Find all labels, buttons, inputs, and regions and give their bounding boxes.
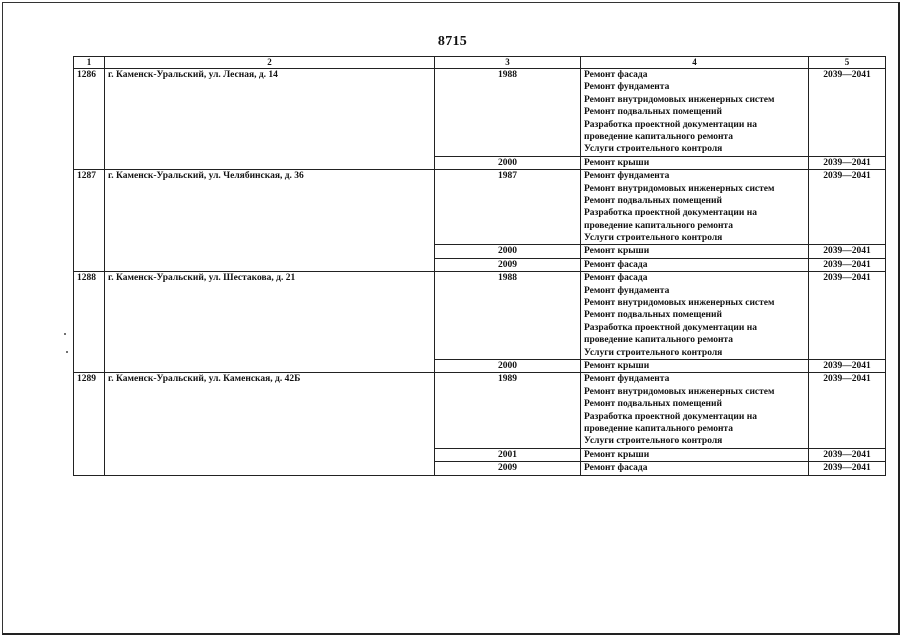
column-header: 4 <box>581 57 809 69</box>
repair-period: 2039—2041 <box>809 156 886 169</box>
build-year: 1987 <box>435 170 581 245</box>
works-list <box>581 272 809 360</box>
work-item: Ремонт крыши <box>584 449 650 460</box>
page-number: 8715 <box>437 34 468 49</box>
work-item: проведение капитального ремонта <box>584 131 733 142</box>
works-list <box>581 258 809 271</box>
repair-period: 2039—2041 <box>809 258 886 271</box>
work-item: Ремонт крыши <box>584 157 650 168</box>
repair-period: 2039—2041 <box>809 448 886 461</box>
works-list <box>581 245 809 258</box>
table-body <box>74 69 886 476</box>
work-item: Услуги строительного контроля <box>584 347 723 358</box>
work-item: Ремонт крыши <box>584 246 650 257</box>
table-row <box>74 373 886 448</box>
work-item: Ремонт фундамента <box>584 285 670 296</box>
build-year: 2000 <box>435 359 581 372</box>
work-item: Услуги строительного контроля <box>584 233 723 244</box>
build-year: 1989 <box>435 373 581 448</box>
column-header: 1 <box>74 57 105 69</box>
repair-period: 2039—2041 <box>809 373 886 448</box>
record-number: 1286 <box>74 69 105 170</box>
work-item: Ремонт подвальных помещений <box>584 107 722 118</box>
work-item: Услуги строительного контроля <box>584 436 723 447</box>
work-item: Ремонт подвальных помещений <box>584 399 722 410</box>
repair-period: 2039—2041 <box>809 359 886 372</box>
build-year: 1988 <box>435 272 581 360</box>
scan-speck <box>64 333 66 335</box>
column-header: 3 <box>435 57 581 69</box>
header-row <box>74 57 886 69</box>
works-list <box>581 170 809 245</box>
build-year: 2009 <box>435 258 581 271</box>
work-item: проведение капитального ремонта <box>584 220 733 231</box>
work-item: Ремонт подвальных помещений <box>584 310 722 321</box>
build-year: 2009 <box>435 462 581 475</box>
work-item: Ремонт фасада <box>584 273 648 284</box>
work-item: Ремонт фасада <box>584 463 648 474</box>
work-item: Ремонт фундамента <box>584 374 670 385</box>
record-number: 1288 <box>74 272 105 373</box>
work-item: Разработка проектной документации на <box>584 411 757 422</box>
work-item: Ремонт фундамента <box>584 82 670 93</box>
record-address: г. Каменск-Уральский, ул. Шестакова, д. 21 <box>105 272 435 373</box>
work-item: Разработка проектной документации на <box>584 119 757 130</box>
record-address: г. Каменск-Уральский, ул. Каменская, д. 42Б <box>105 373 435 475</box>
works-list <box>581 156 809 169</box>
work-item: Ремонт внутридомовых инженерных систем <box>584 94 775 105</box>
scan-speck <box>66 351 68 353</box>
work-item: Услуги строительного контроля <box>584 144 723 155</box>
table-row <box>74 170 886 245</box>
work-item: Ремонт внутридомовых инженерных систем <box>584 386 775 397</box>
works-list <box>581 69 809 157</box>
repair-period: 2039—2041 <box>809 245 886 258</box>
record-address: г. Каменск-Уральский, ул. Лесная, д. 14 <box>105 69 435 170</box>
works-list <box>581 448 809 461</box>
work-item: Разработка проектной документации на <box>584 208 757 219</box>
repair-period: 2039—2041 <box>809 69 886 157</box>
repair-period: 2039—2041 <box>809 170 886 245</box>
build-year: 2001 <box>435 448 581 461</box>
work-item: Разработка проектной документации на <box>584 322 757 333</box>
table-row <box>74 69 886 157</box>
record-number: 1289 <box>74 373 105 475</box>
table-row <box>74 272 886 360</box>
column-header: 2 <box>105 57 435 69</box>
work-item: Ремонт фасада <box>584 70 648 80</box>
build-year: 1988 <box>435 69 581 157</box>
works-list <box>581 373 809 448</box>
column-header: 5 <box>809 57 886 69</box>
work-item: Ремонт крыши <box>584 360 650 371</box>
work-item: Ремонт внутридомовых инженерных систем <box>584 298 775 309</box>
work-item: Ремонт фасада <box>584 259 648 270</box>
build-year: 2000 <box>435 245 581 258</box>
work-item: Ремонт фундамента <box>584 171 670 182</box>
work-item: проведение капитального ремонта <box>584 423 733 434</box>
record-address: г. Каменск-Уральский, ул. Челябинская, д. 36 <box>105 170 435 272</box>
work-item: Ремонт подвальных помещений <box>584 195 722 206</box>
repair-period: 2039—2041 <box>809 462 886 475</box>
work-item: проведение капитального ремонта <box>584 335 733 346</box>
build-year: 2000 <box>435 156 581 169</box>
record-number: 1287 <box>74 170 105 272</box>
works-list <box>581 462 809 475</box>
work-item: Ремонт внутридомовых инженерных систем <box>584 183 775 194</box>
housing-repair-table <box>73 56 886 476</box>
works-list <box>581 359 809 372</box>
repair-period: 2039—2041 <box>809 272 886 360</box>
